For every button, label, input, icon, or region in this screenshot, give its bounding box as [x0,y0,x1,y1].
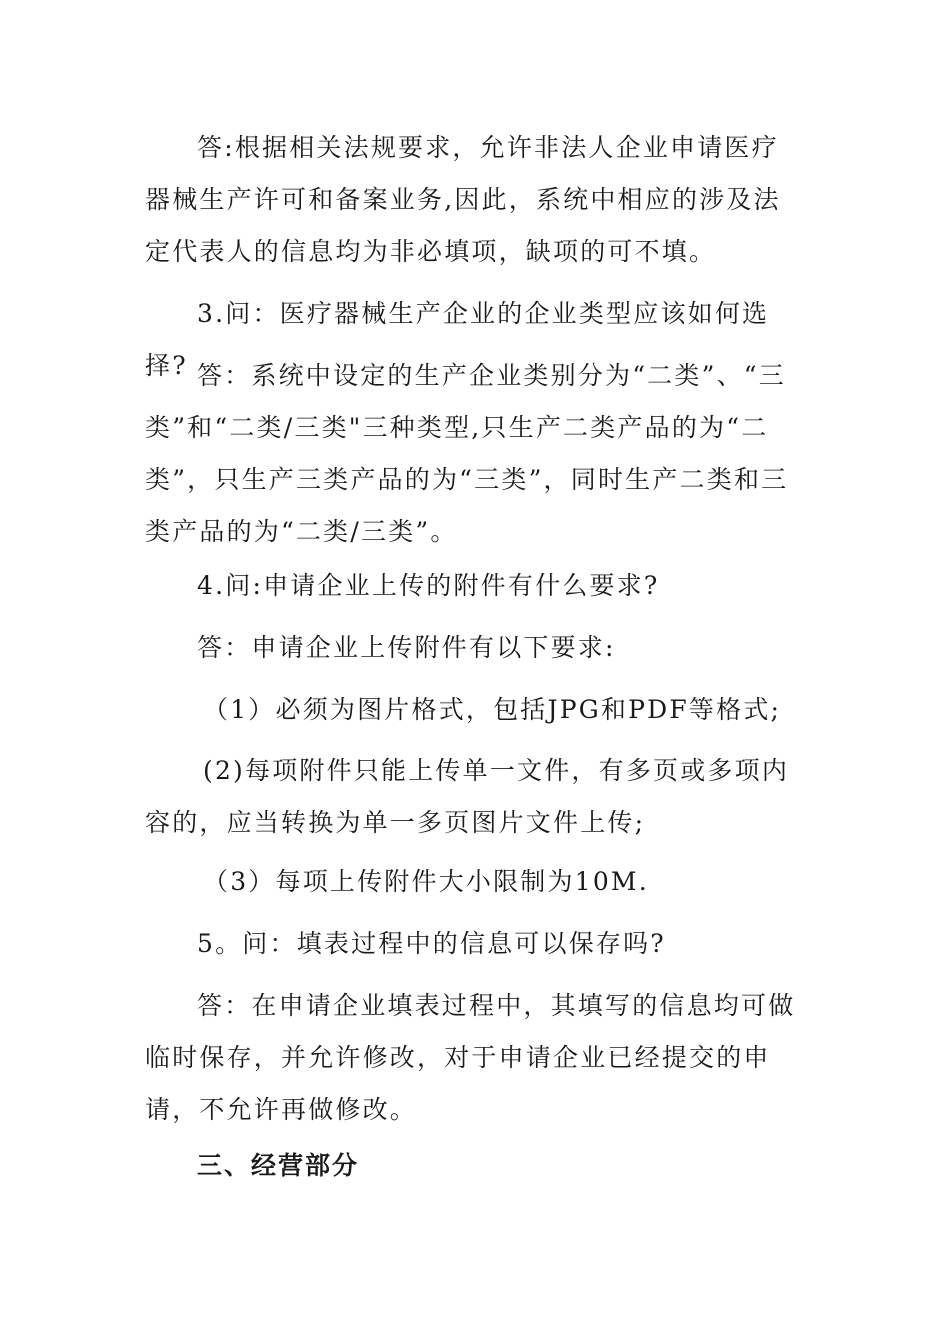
question-3: 3.问：医疗器械生产企业的企业类型应该如何选择? [145,299,770,380]
question-4: 4.问:申请企业上传的附件有什么要求? [197,571,660,600]
question-5: 5。问：填表过程中的信息可以保存吗? [197,929,666,958]
attachment-requirement-1: （1）必须为图片格式，包括JPG和PDF等格式; [203,695,782,724]
attachment-requirement-2: (2)每项附件只能上传单一文件，有多页或多项内容的，应当转换为单一多页图片文件上传; [145,756,790,837]
answer-paragraph-save-info: 答：在申请企业填表过程中，其填写的信息均可做临时保存，并允许修改，对于申请企业已经提交的申请，不允许再做修改。 [145,991,796,1124]
attachment-requirement-3: （3）每项上传附件大小限制为10M. [203,867,649,896]
answer-paragraph-legal-rep: 答:根据相关法规要求，允许非法人企业申请医疗器械生产许可和备案业务,因此，系统中相应的涉及法定代表人的信息均为非必填项，缺项的可不填。 [145,133,781,266]
answer-paragraph-enterprise-type: 答：系统中设定的生产企业类别分为“二类”、“三类”和“二类/三类"三种类型,只生产二类产品的为“二类”，只生产三类产品的为“三类”，同时生产二类和三类产品的为“二类/三类”。 [145,361,789,546]
section-heading: 三、经营部分 [197,1151,360,1180]
answer-paragraph-attachments-intro: 答：申请企业上传附件有以下要求: [197,633,616,662]
